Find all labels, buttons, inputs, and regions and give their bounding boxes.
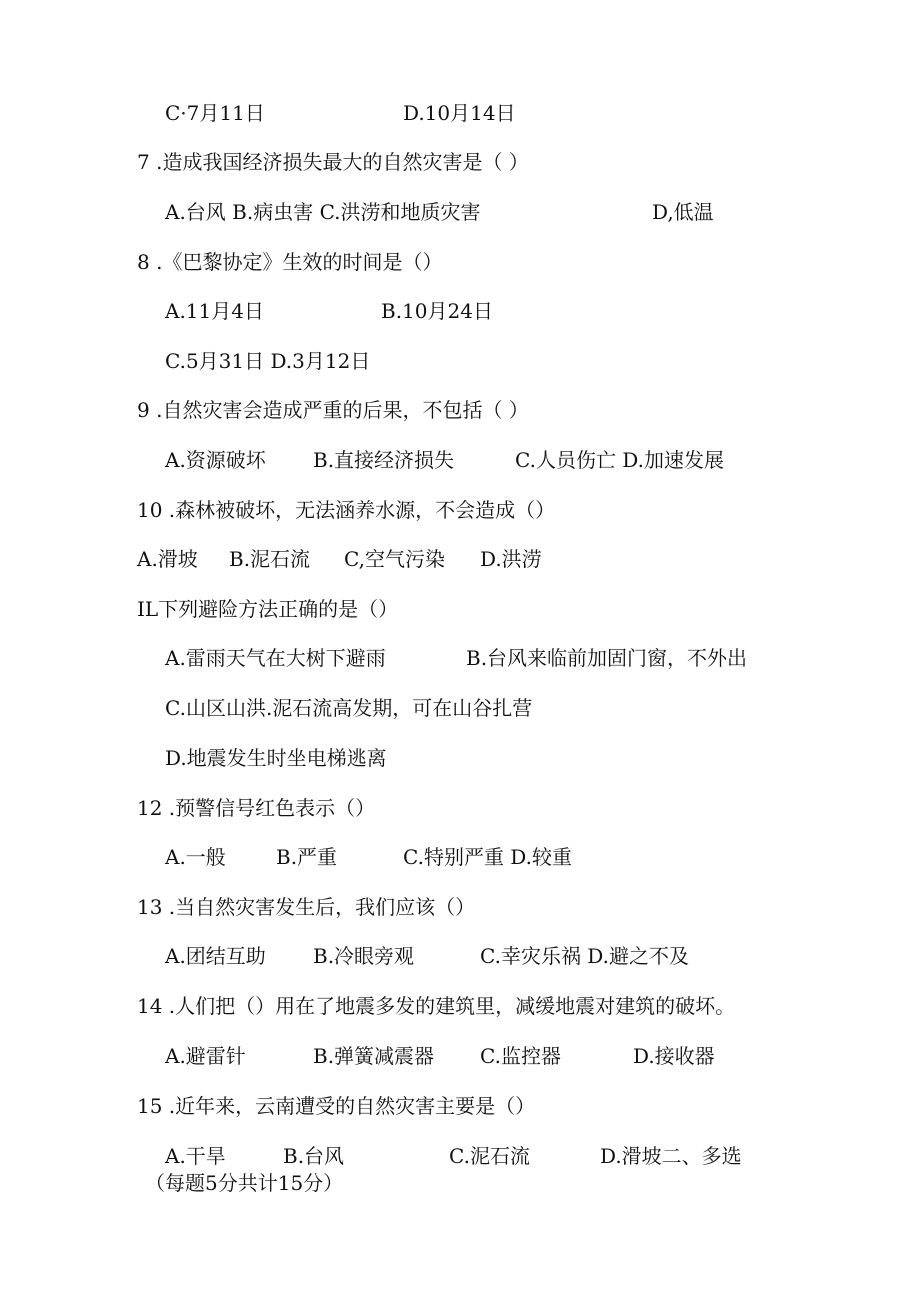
question-9: 9 .自然灾害会造成严重的后果，不包括（ ） <box>137 398 529 422</box>
question-11-option-b: B.台风来临前加固门窗，不外出 <box>466 646 748 670</box>
question-7: 7 .造成我国经济损失最大的自然灾害是（ ） <box>137 150 529 174</box>
question-14-option-c: C.监控器 <box>480 1044 561 1068</box>
question-8: 8 .《巴黎协定》生效的时间是（） <box>137 250 443 274</box>
question-13: 13 .当自然灾害发生后，我们应该（） <box>137 895 476 919</box>
question-10-option-a: A.滑坡 <box>137 547 198 571</box>
question-8-options-cd: C.5月31日 D.3月12日 <box>165 349 371 373</box>
question-7-option-d: D,低温 <box>652 200 714 224</box>
question-9-option-b: B.直接经济损失 <box>313 448 455 472</box>
question-8-option-a: A.11月4日 <box>165 299 264 323</box>
option-line: C·7月11日 <box>165 101 265 125</box>
question-14-option-a: A.避雷针 <box>165 1044 246 1068</box>
question-10-option-c: C,空气污染 <box>344 547 445 571</box>
question-10: 10 .森林被破坏，无法涵养水源，不会造成（） <box>137 498 556 522</box>
section-scoring-note: （每题5分共计15分） <box>145 1171 344 1195</box>
question-15-option-d-and-section-title: D.滑坡二、多选 <box>600 1144 742 1168</box>
question-11-option-c: C.山区山洪.泥石流高发期，可在山谷扎营 <box>165 696 533 720</box>
question-12-options-cd: C.特别严重 D.较重 <box>403 845 572 869</box>
question-14-option-b: B.弹簧减震器 <box>313 1044 435 1068</box>
question-14: 14 .人们把（）用在了地震多发的建筑里，减缓地震对建筑的破坏。 <box>137 994 736 1018</box>
question-14-option-d: D.接收器 <box>633 1044 715 1068</box>
question-11-option-a: A.雷雨天气在大树下避雨 <box>165 646 386 670</box>
question-9-option-a: A.资源破坏 <box>165 448 266 472</box>
question-15: 15 .近年来，云南遭受的自然灾害主要是（） <box>137 1094 536 1118</box>
question-11-option-d: D.地震发生时坐电梯逃离 <box>165 746 387 770</box>
question-13-options-cd: C.幸灾乐祸 D.避之不及 <box>480 944 689 968</box>
question-11: IL下列避险方法正确的是（） <box>137 597 399 621</box>
question-7-options: A.台风 B.病虫害 C.洪涝和地质灾害 <box>165 200 481 224</box>
question-12: 12 .预警信号红色表示（） <box>137 796 376 820</box>
question-13-option-a: A.团结互助 <box>165 944 266 968</box>
question-12-option-b: B.严重 <box>276 845 338 869</box>
question-13-option-b: B.冷眼旁观 <box>313 944 415 968</box>
option-line: D.10月14日 <box>403 101 516 125</box>
question-15-option-b: B.台风 <box>283 1144 345 1168</box>
question-8-option-b: B.10月24日 <box>381 299 493 323</box>
question-9-options-cd: C.人员伤亡 D.加速发展 <box>515 448 724 472</box>
question-10-option-d: D.洪涝 <box>480 547 542 571</box>
question-15-option-c: C.泥石流 <box>449 1144 530 1168</box>
question-10-option-b: B.泥石流 <box>229 547 311 571</box>
question-15-option-a: A.干旱 <box>165 1144 226 1168</box>
question-12-option-a: A.一般 <box>165 845 226 869</box>
